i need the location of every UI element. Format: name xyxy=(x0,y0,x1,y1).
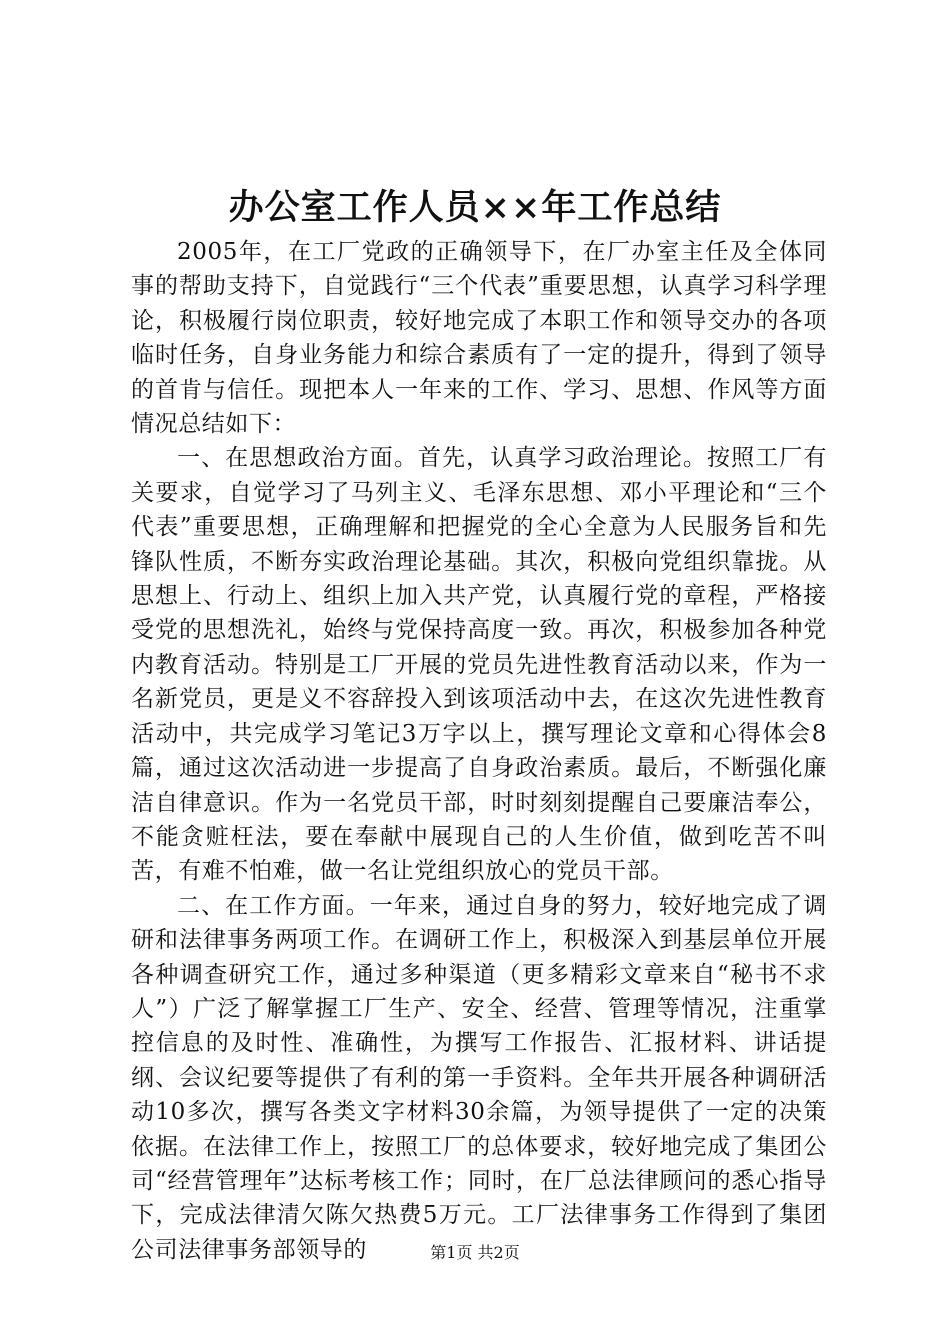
document-title: 办公室工作人员××年工作总结 xyxy=(228,187,722,228)
paragraph-political: 一、在思想政治方面。首先，认真学习政治理论。按照工厂有关要求，自觉学习了马列主义、毛泽东思想、邓小平理论和“三个代表”重要思想，正确理解和把握党的全心全意为人民服务旨和先锋队性质，不断夯实政治理论基础。其次，积极向党组织靠拢。从思想上、行动上、组织上加入共产党，认真履行党的章程，严格接受党的思想洗礼，始终与党保持高度一致。再次，积极参加各种党内教育活动。特别是工厂开展的党员先进性教育活动以来，作为一名新党员，更是义不容辞投入到该项活动中去，在这次先进性教育活动中，共完成学习笔记3万字以上，撰写理论文章和心得体会8篇，通过这次活动进一步提高了自身政治素质。最后，不断强化廉洁自律意识。作为一名党员干部，时时刻刻提醒自己要廉洁奉公，不能贪赃枉法，要在奉献中展现自己的人生价值，做到吃苦不叫苦，有难不怕难，做一名让党组织放心的党员干部。 xyxy=(131,445,827,885)
document-body xyxy=(131,235,827,1267)
paragraph-work: 二、在工作方面。一年来，通过自身的努力，较好地完成了调研和法律事务两项工作。在调研工作上，积极深入到基层单位开展各种调查研究工作，通过多种渠道（更多精彩文章来自“秘书不求人”）广泛了解掌握工厂生产、安全、经营、管理等情况，注重掌控信息的及时性、准确性，为撰写工作报告、汇报材料、讲话提纲、会议纪要等提供了有利的第一手资料。全年共开展各种调研活动10多次，撰写各类文字材料30余篇，为领导提供了一定的决策依据。在法律工作上，按照工厂的总体要求，较好地完成了集团公司“经营管理年”达标考核工作；同时，在厂总法律顾问的悉心指导下，完成法律清欠陈欠热费5万元。工厂法律事务工作得到了集团公司法律事务部领导的 xyxy=(131,892,827,1263)
paragraph-intro: 2005年，在工厂党政的正确领导下，在厂办室主任及全体同事的帮助支持下，自觉践行“三个代表”重要思想，认真学习科学理论，积极履行岗位职责，较好地完成了本职工作和领导交办的各项临时任务，自身业务能力和综合素质有了一定的提升，得到了领导的首肯与信任。现把本人一年来的工作、学习、思想、作风等方面情况总结如下： xyxy=(131,239,827,438)
page-number-footer: 第1页 共2页 xyxy=(430,1243,520,1262)
